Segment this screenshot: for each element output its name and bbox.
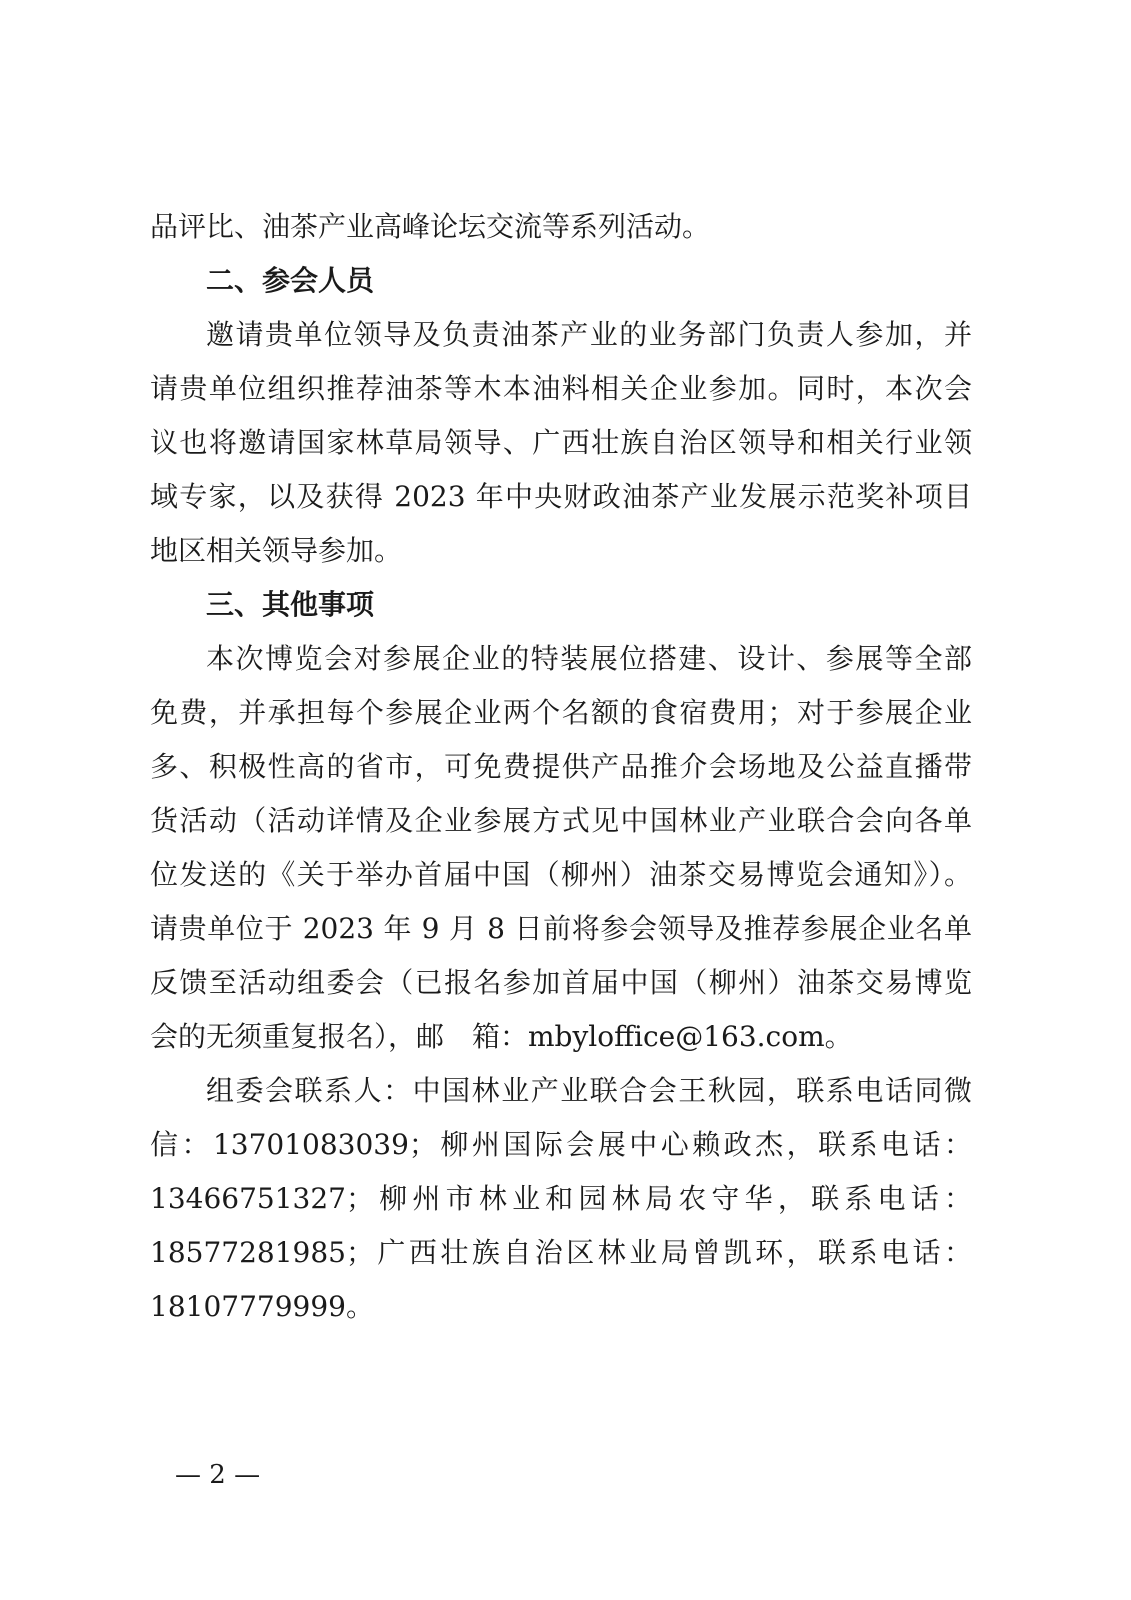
paragraph-line: 请贵单位组织推荐油茶等木本油料相关企业参加。同时，本次会 <box>150 372 972 405</box>
paragraph-line: 议也将邀请国家林草局领导、广西壮族自治区领导和相关行业领 <box>150 426 972 459</box>
paragraph-line: 组委会联系人：中国林业产业联合会王秋园，联系电话同微 <box>206 1074 972 1107</box>
paragraph-line: 邀请贵单位领导及负责油茶产业的业务部门负责人参加，并 <box>206 318 972 351</box>
paragraph-line: 18107779999。 <box>150 1290 374 1323</box>
paragraph-line: 本次博览会对参展企业的特装展位搭建、设计、参展等全部 <box>206 642 972 675</box>
paragraph-line: 品评比、油茶产业高峰论坛交流等系列活动。 <box>150 210 711 243</box>
paragraph-line: 多、积极性高的省市，可免费提供产品推介会场地及公益直播带 <box>150 750 972 783</box>
document-body <box>150 200 972 1334</box>
paragraph-line-email: 会的无须重复报名），邮 箱：mbyloffice@163.com。 <box>150 1020 853 1053</box>
paragraph-line: 信：13701083039；柳州国际会展中心赖政杰，联系电话： <box>150 1128 972 1161</box>
paragraph-line: 反馈至活动组委会（已报名参加首届中国（柳州）油茶交易博览 <box>150 966 972 999</box>
paragraph-line: 13466751327；柳州市林业和园林局农守华，联系电话： <box>150 1182 972 1215</box>
paragraph-line: 货活动（活动详情及企业参展方式见中国林业产业联合会向各单 <box>150 804 972 837</box>
paragraph-line: 免费，并承担每个参展企业两个名额的食宿费用；对于参展企业 <box>150 696 972 729</box>
paragraph-line: 地区相关领导参加。 <box>150 534 403 567</box>
paragraph-line: 域专家，以及获得 2023 年中央财政油茶产业发展示范奖补项目 <box>150 480 972 513</box>
paragraph-line: 请贵单位于 2023 年 9 月 8 日前将参会领导及推荐参展企业名单 <box>150 912 972 945</box>
section-heading-attendees: 二、参会人员 <box>206 264 375 297</box>
page-number: — 2 — <box>175 1460 261 1490</box>
section-heading-other-matters: 三、其他事项 <box>206 588 375 621</box>
paragraph-line: 18577281985；广西壮族自治区林业局曾凯环，联系电话： <box>150 1236 972 1269</box>
paragraph-line: 位发送的《关于举办首届中国（柳州）油茶交易博览会通知》）。 <box>150 858 972 891</box>
